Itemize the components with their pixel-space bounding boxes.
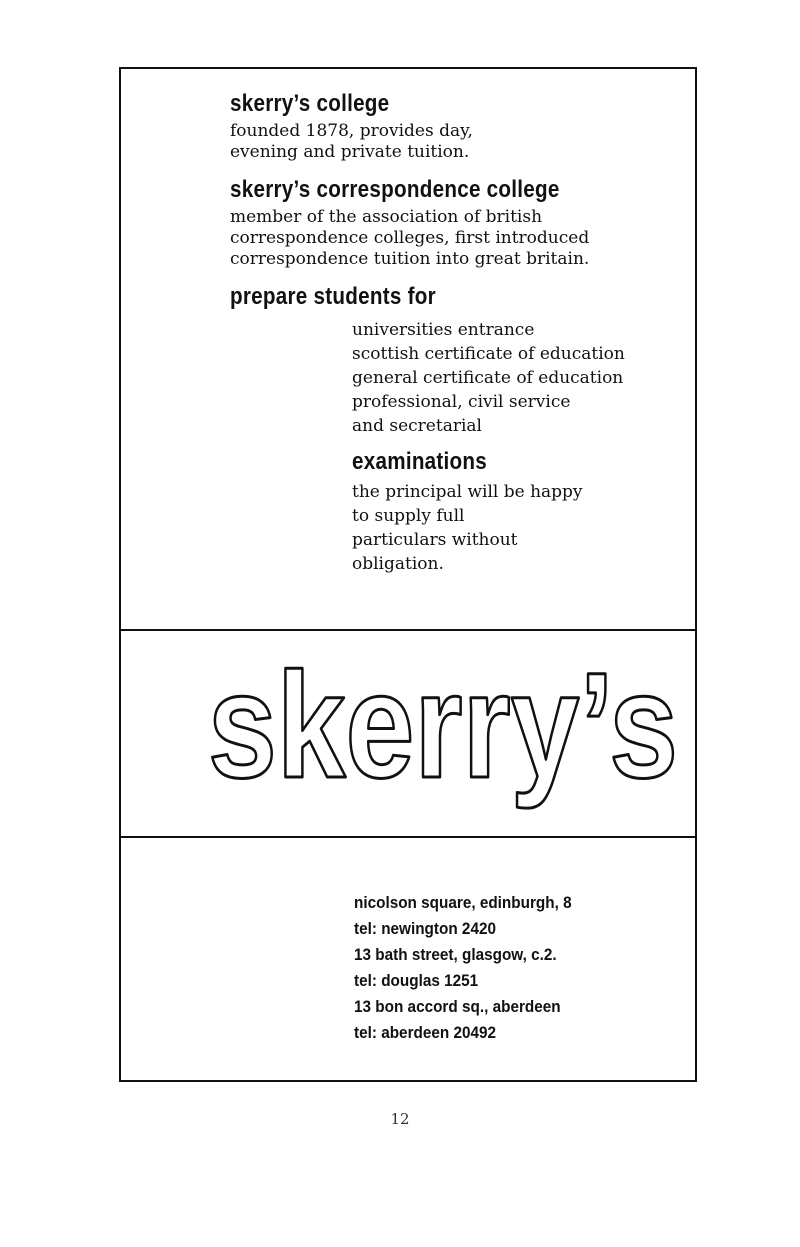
prepare-heading: prepare students for [230, 283, 436, 310]
college-section [230, 90, 473, 163]
correspondence-description [230, 207, 613, 270]
page-number: 12 [390, 1110, 410, 1128]
phone-line: tel: douglas 1251 [354, 971, 479, 990]
skerrys-logo [200, 641, 690, 809]
address-line: nicolson square, edinburgh, 8 [354, 893, 572, 912]
examinations-line: the principal will be happy [352, 482, 583, 502]
correspondence-line: correspondence colleges, first introduced [230, 228, 590, 248]
examinations-line: to supply full [352, 506, 465, 526]
correspondence-section [230, 176, 613, 270]
prepare-list [352, 318, 625, 438]
examinations-heading: examinations [352, 448, 488, 475]
exam-item: professional, civil service [352, 392, 571, 412]
examinations-line: particulars without [352, 530, 518, 550]
college-line: founded 1878, provides day, [230, 121, 473, 141]
phone-line: tel: newington 2420 [354, 919, 496, 938]
divider-bottom [119, 836, 695, 838]
college-heading: skerry’s college [230, 90, 390, 117]
address-line: 13 bath street, glasgow, c.2. [354, 945, 557, 964]
phone-line: tel: aberdeen 20492 [354, 1023, 497, 1042]
logo-text: skerry’s [208, 641, 678, 809]
examinations-line: obligation. [352, 554, 444, 574]
exam-item: and secretarial [352, 416, 482, 436]
examinations-description [352, 480, 583, 576]
prepare-section [230, 283, 469, 311]
correspondence-line: member of the association of british [230, 207, 543, 227]
address-block [354, 890, 596, 1046]
divider-top [119, 629, 695, 631]
examinations-section [352, 448, 583, 576]
address-line: 13 bon accord sq., aberdeen [354, 997, 561, 1016]
correspondence-line: correspondence tuition into great britain. [230, 249, 590, 269]
correspondence-heading: skerry’s correspondence college [230, 176, 560, 203]
college-line: evening and private tuition. [230, 142, 470, 162]
exam-item: general certificate of education [352, 368, 624, 388]
exam-item: scottish certificate of education [352, 344, 625, 364]
college-description [230, 121, 473, 163]
exam-item: universities entrance [352, 320, 535, 340]
